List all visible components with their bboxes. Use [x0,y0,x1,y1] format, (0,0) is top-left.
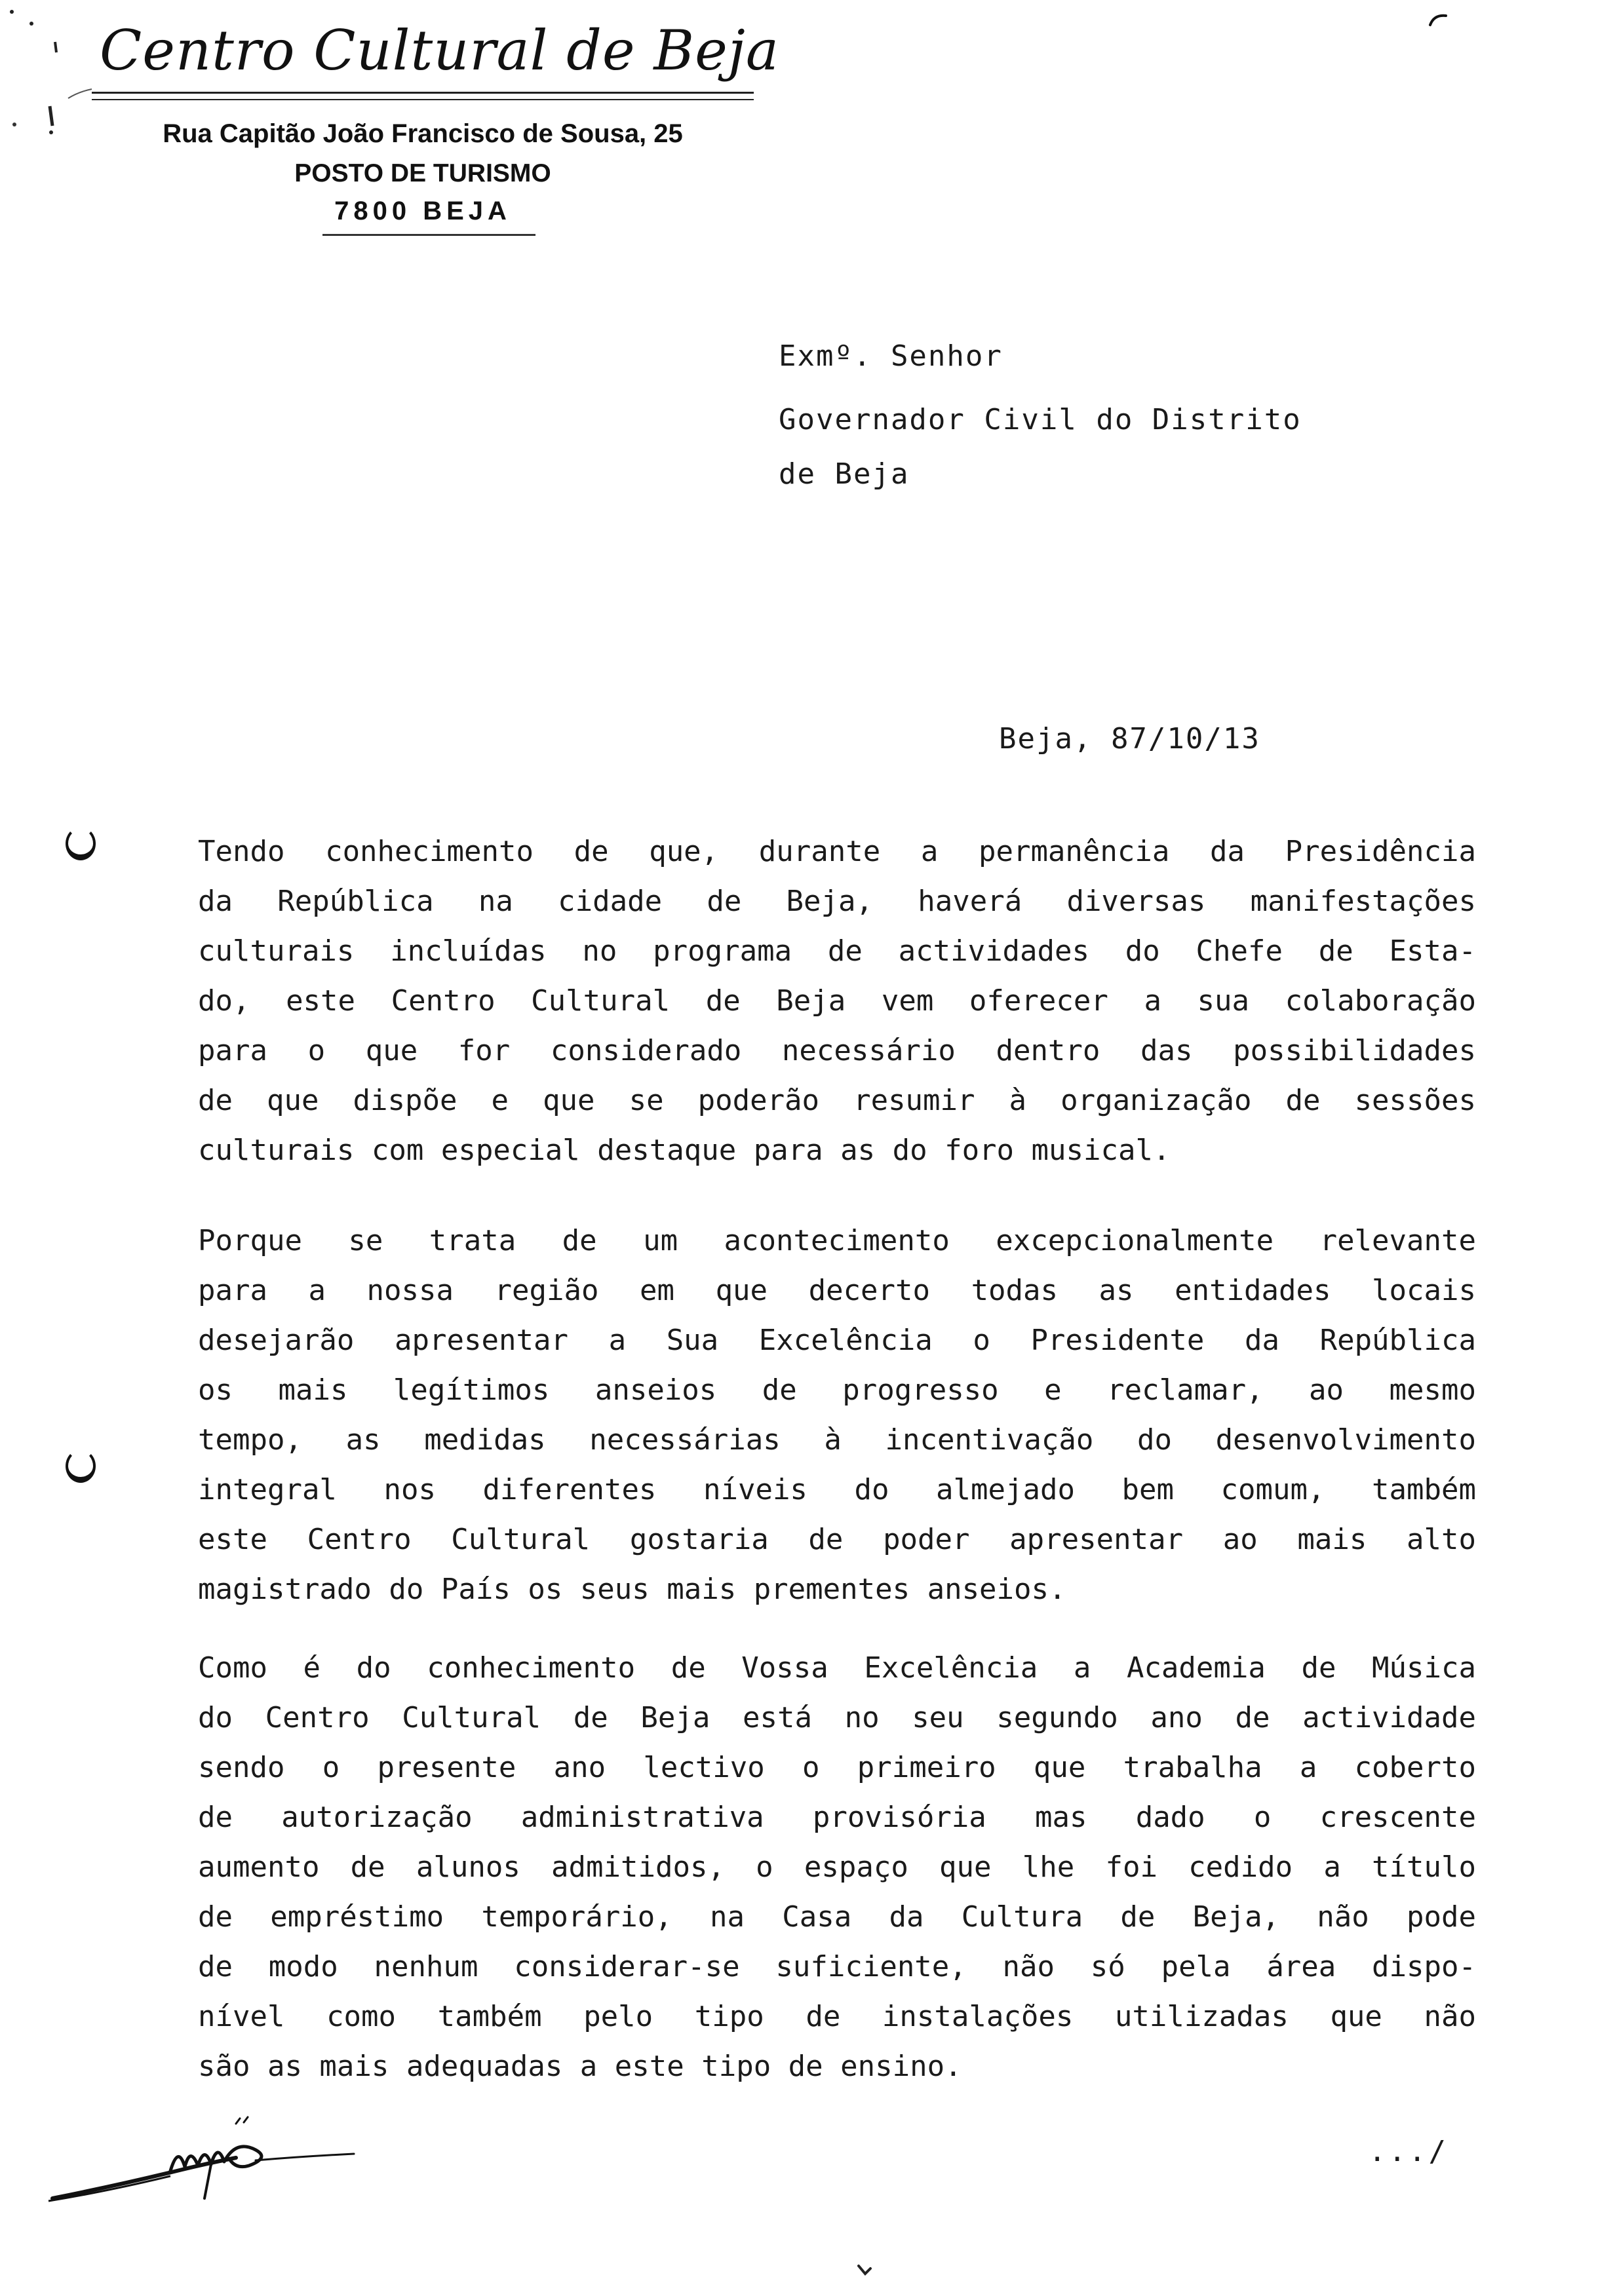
paragraph-line: de empréstimo temporário, na Casa da Cultura de Beja, não pode [198,1900,1476,1934]
letterhead-city: 7800 BEJA [334,197,511,225]
paragraph-line: culturais incluídas no programa de actividades do Chefe de Esta- [198,934,1476,968]
paragraph-line: de modo nenhum considerar-se suficiente, não só pela área dispo- [198,1950,1476,1983]
paragraph-line: Tendo conhecimento de que, durante a permanência da Presidência [198,835,1476,868]
paragraph-line: de que dispõe e que se poderão resumir à organização de sessões [198,1084,1476,1117]
paragraph-line: magistrado do País os seus mais prementes anseios. [198,1573,1066,1606]
letterhead-name: Centro Cultural de Beja [100,18,779,83]
paragraph-line: da República na cidade de Beja, haverá diversas manifestações [198,885,1476,918]
paragraph-line: Como é do conhecimento de Vossa Excelência a Academia de Música [198,1651,1476,1685]
handwritten-initials [39,2094,367,2211]
paragraph-line: este Centro Cultural gostaria de poder apresentar ao mais alto [198,1523,1476,1556]
body-paragraph-1 [198,827,1476,1176]
bottom-speck [852,2259,878,2286]
body-paragraph-3 [198,1643,1476,2092]
letterhead-rule [92,92,754,94]
paragraph-line: aumento de alunos admitidos, o espaço que lhe foi cedido a título [198,1850,1476,1884]
paragraph-line: integral nos diferentes níveis do almejado bem comum, também [198,1473,1476,1506]
paragraph-line: culturais com especial destaque para as do foro musical. [198,1134,1171,1167]
paragraph-line: para o que for considerado necessário dentro das possibilidades [198,1034,1476,1067]
continuation-marker: .../ [1369,2135,1449,2168]
paragraph-line: de autorização administrativa provisória mas dado o crescente [198,1801,1476,1834]
corner-mark [1426,9,1452,29]
paragraph-line: do Centro Cultural de Beja está no seu segundo ano de actividade [198,1701,1476,1734]
paragraph-line: tempo, as medidas necessárias à incentivação do desenvolvimento [198,1423,1476,1457]
punch-hole-mark [66,1449,96,1483]
recipient-salutation: Exmº. Senhor [779,339,1003,373]
paragraph-line: são as mais adequadas a este tipo de ensino. [198,2050,962,2083]
letter-date: Beja, 87/10/13 [999,722,1260,756]
body-paragraph-2 [198,1216,1476,1615]
letterhead-address: Rua Capitão João Francisco de Sousa, 25 [163,119,683,148]
recipient-location: de Beja [779,457,910,491]
scan-specks [0,0,105,144]
paragraph-line: para a nossa região em que decerto todas as entidades locais [198,1274,1476,1307]
paragraph-line: desejarão apresentar a Sua Excelência o Presidente da República [198,1324,1476,1357]
paragraph-line: do, este Centro Cultural de Beja vem oferecer a sua colaboração [198,984,1476,1018]
paragraph-line: Porque se trata de um acontecimento excepcionalmente relevante [198,1224,1476,1257]
punch-hole-mark [66,827,96,860]
paragraph-line: nível como também pelo tipo de instalações utilizadas que não [198,2000,1476,2033]
letterhead-posto: POSTO DE TURISMO [294,159,551,187]
letterhead-rule-thin [92,99,754,100]
paragraph-line: sendo o presente ano lectivo o primeiro que trabalha a coberto [198,1751,1476,1784]
recipient-title: Governador Civil do Distrito [779,403,1302,436]
letterhead-city-underline [322,234,535,236]
paragraph-line: os mais legítimos anseios de progresso e reclamar, ao mesmo [198,1373,1476,1407]
